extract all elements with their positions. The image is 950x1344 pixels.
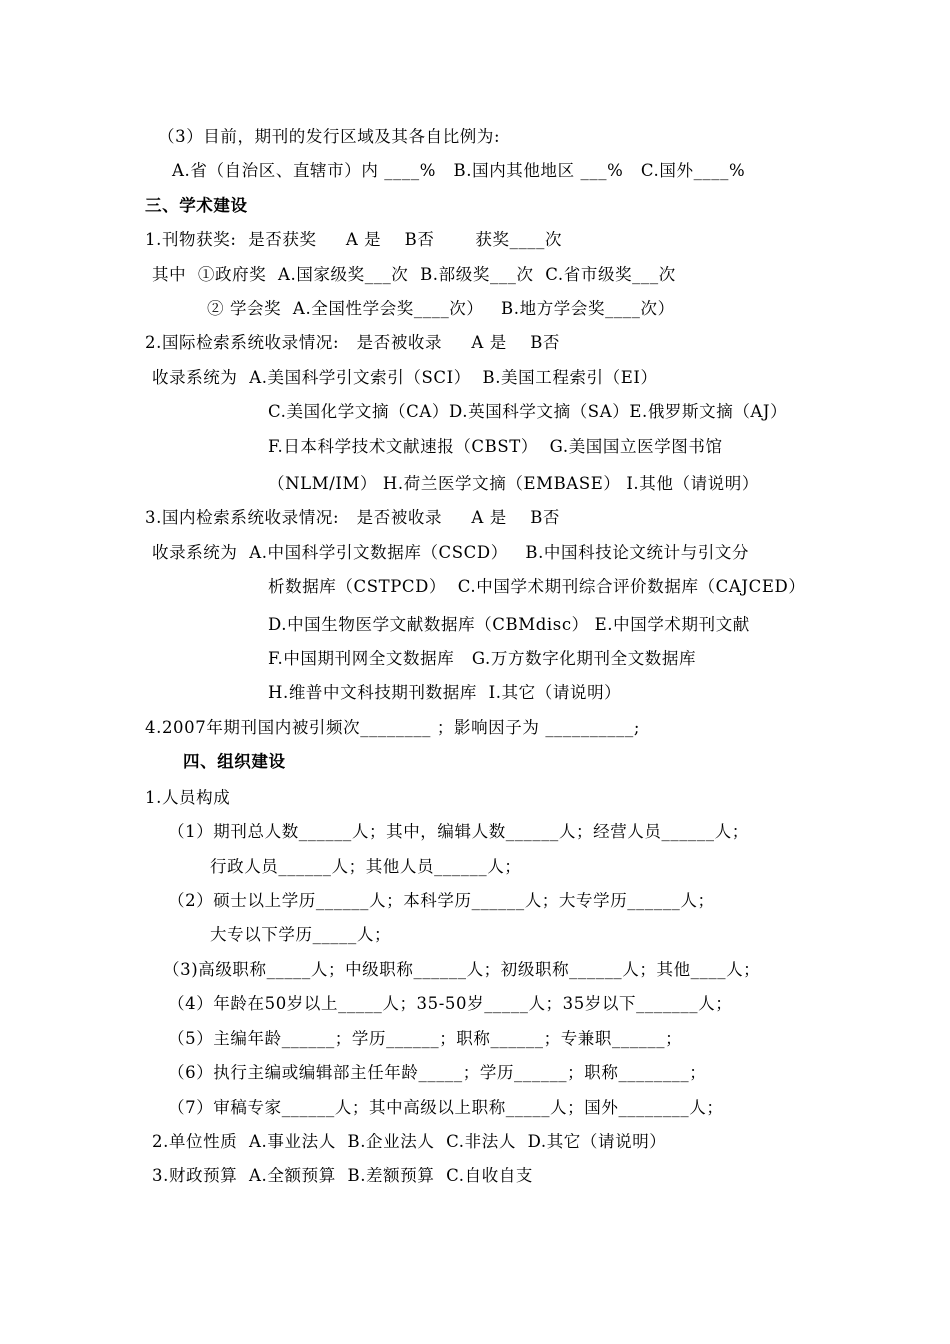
text-line: 收录系统为 A.中国科学引文数据库（CSCD） B.中国科技论文统计与引文分 xyxy=(152,543,750,562)
text-line: （7）审稿专家______人；其中高级以上职称_____人；国外________人； xyxy=(168,1098,724,1117)
text-line: （NLM/IM） H.荷兰医学文摘（EMBASE） I.其他（请说明） xyxy=(268,474,759,493)
text-line: 3.国内检索系统收录情况: 是否被收录 A 是 B否 xyxy=(145,508,561,527)
text-line: 析数据库（CSTPCD） C.中国学术期刊综合评价数据库（CAJCED） xyxy=(268,577,806,596)
text-line: （3）目前，期刊的发行区域及其各自比例为: xyxy=(158,127,501,146)
text-line: 2.单位性质 A.事业法人 B.企业法人 C.非法人 D.其它（请说明） xyxy=(152,1132,667,1151)
text-line: （2）硕士以上学历______人；本科学历______人；大专学历______人； xyxy=(168,891,715,910)
text-line: 1.人员构成 xyxy=(145,788,231,807)
text-line: （6）执行主编或编辑部主任年龄_____；学历______；职称________； xyxy=(168,1063,707,1082)
text-line: 其中 ①政府奖 A.国家级奖___次 B.部级奖___次 C.省市级奖___次 xyxy=(152,265,676,284)
text-line: 1.刊物获奖: 是否获奖 A 是 B否 获奖____次 xyxy=(145,230,563,249)
text-line: 收录系统为 A.美国科学引文索引（SCI） B.美国工程索引（EI） xyxy=(152,368,658,387)
text-line: F.日本科学技术文献速报（CBST） G.美国国立医学图书馆 xyxy=(268,437,723,456)
text-line: （1）期刊总人数______人；其中，编辑人数______人；经营人员______人； xyxy=(168,822,749,841)
text-line: H.维普中文科技期刊数据库 I.其它（请说明） xyxy=(268,683,622,702)
text-line: 2.国际检索系统收录情况: 是否被收录 A 是 B否 xyxy=(145,333,561,352)
text-line: 行政人员______人；其他人员______人； xyxy=(210,857,522,876)
text-line: 3.财政预算 A.全额预算 B.差额预算 C.自收自支 xyxy=(152,1166,534,1185)
text-line: D.中国生物医学文献数据库（CBMdisc） E.中国学术期刊文献 xyxy=(268,615,750,634)
section-heading: 四、组织建设 xyxy=(183,752,286,771)
text-line: F.中国期刊网全文数据库 G.万方数字化期刊全文数据库 xyxy=(268,649,697,668)
text-line: 大专以下学历_____人； xyxy=(210,925,392,944)
section-heading: 三、学术建设 xyxy=(145,196,248,215)
text-line: 4.2007年期刊国内被引频次________ ；影响因子为 __________; xyxy=(145,718,640,737)
text-line: （3)高级职称_____人；中级职称______人；初级职称______人；其他____人； xyxy=(163,960,761,979)
text-line: （4）年龄在50岁以上_____人；35-50岁_____人；35岁以下_______人； xyxy=(168,994,733,1013)
text-line: （5）主编年龄______；学历______；职称______；专兼职______； xyxy=(168,1029,683,1048)
text-line: C.美国化学文摘（CA）D.英国科学文摘（SA）E.俄罗斯文摘（AJ） xyxy=(268,402,788,421)
text-line: ② 学会奖 A.全国性学会奖____次） B.地方学会奖____次） xyxy=(207,299,675,318)
text-line: A.省（自治区、直辖市）内 ____% B.国内其他地区 ___% C.国外____% xyxy=(172,161,746,180)
